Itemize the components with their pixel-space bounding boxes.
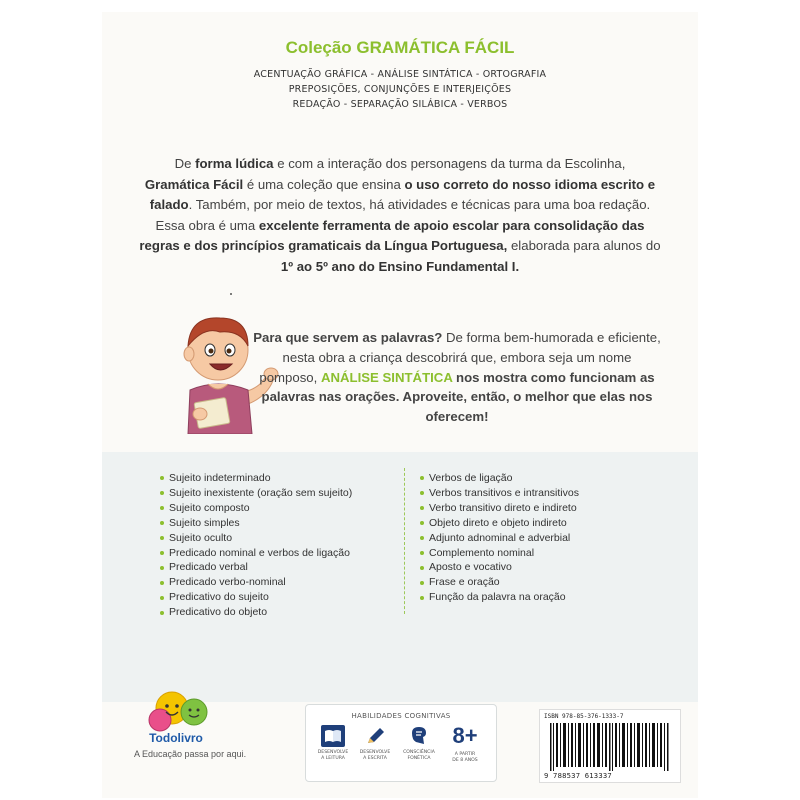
- topic-line: ACENTUAÇÃO GRÁFICA - ANÁLISE SINTÁTICA - ORTOGRAFIA: [253, 69, 547, 80]
- topic-line: PREPOSIÇÕES, CONJUNÇÕES E INTERJEIÇÕES: [288, 84, 512, 95]
- barcode-box: [539, 709, 681, 783]
- skill-reading: DESENVOLVE A LEITURA: [312, 725, 354, 761]
- list-item: Predicativo do objeto: [160, 605, 352, 620]
- bullet-icon: [160, 476, 164, 480]
- age-rating-value: 8+: [452, 723, 478, 748]
- bullet-icon: [160, 491, 164, 495]
- skill-writing: DESENVOLVE A ESCRITA: [354, 725, 396, 761]
- list-item: Sujeito indeterminado: [160, 471, 352, 486]
- bullet-icon: [420, 506, 424, 510]
- topic-line: REDAÇÃO - SEPARAÇÃO SILÁBICA - VERBOS: [292, 99, 508, 110]
- intro-paragraph: De forma lúdica e com a interação dos personagens da turma da Escolinha, Gramática Fácil é uma coleção que ensina o uso correto do nosso idioma escrito e falado. Também, por meio de textos, há atividades e técnicas para uma boa redação. Essa obra é uma excelente ferramenta de apoio escolar para consolidação das regras e dos princípios gramaticais da Língua Portuguesa, elaborada para alunos do 1º ao 5º ano do Ensino Fundamental I.: [139, 156, 661, 274]
- bullet-icon: [420, 566, 424, 570]
- list-item: Predicado verbal: [160, 560, 352, 575]
- bullet-icon: [420, 491, 424, 495]
- list-item: Predicado nominal e verbos de ligação: [160, 546, 352, 561]
- bullet-icon: [160, 566, 164, 570]
- list-item: Predicado verbo-nominal: [160, 575, 352, 590]
- contents-list-left: [160, 471, 352, 620]
- list-item: Função da palavra na oração: [420, 590, 579, 605]
- bullet-icon: [160, 596, 164, 600]
- barcode-icon: [550, 723, 670, 771]
- list-item: Sujeito simples: [160, 516, 352, 531]
- bullet-icon: [160, 536, 164, 540]
- bullet-icon: [420, 551, 424, 555]
- series-title: Coleção GRAMÁTICA FÁCIL: [285, 38, 515, 57]
- bullet-icon: [160, 551, 164, 555]
- isbn-text: ISBN 978-85-376-1333-7: [544, 713, 624, 720]
- publisher-slogan: A Educação passa por aqui.: [134, 749, 247, 759]
- list-item: Sujeito oculto: [160, 531, 352, 546]
- bullet-icon: [160, 611, 164, 615]
- bullet-icon: [160, 521, 164, 525]
- list-item: Sujeito inexistente (oração sem sujeito): [160, 486, 352, 501]
- publisher-name: Todolivro: [149, 731, 203, 745]
- list-item: Adjunto adnominal e adverbial: [420, 531, 579, 546]
- list-item: Frase e oração: [420, 575, 579, 590]
- contents-list-right: [420, 471, 579, 605]
- bullet-icon: [420, 536, 424, 540]
- list-item: Verbos de ligação: [420, 471, 579, 486]
- bullet-icon: [420, 521, 424, 525]
- cognitive-skills-box: [305, 704, 497, 782]
- bullet-icon: [420, 581, 424, 585]
- list-item: Verbos transitivos e intransitivos: [420, 486, 579, 501]
- phonetics-icon: [407, 725, 431, 747]
- column-divider: [404, 468, 405, 614]
- bullet-icon: [160, 581, 164, 585]
- list-item: Predicativo do sujeito: [160, 590, 352, 605]
- list-item: Sujeito composto: [160, 501, 352, 516]
- skills-title: HABILIDADES COGNITIVAS: [351, 712, 451, 720]
- book-back-cover: [102, 12, 698, 798]
- bullet-icon: [160, 506, 164, 510]
- list-item: Verbo transitivo direto e indireto: [420, 501, 579, 516]
- list-item: Aposto e vocativo: [420, 560, 579, 575]
- barcode-number: 9 788537 613337: [544, 771, 612, 780]
- list-item: Complemento nominal: [420, 546, 579, 561]
- pencil-icon: [363, 725, 387, 747]
- list-item: Objeto direto e objeto indireto: [420, 516, 579, 531]
- topics-list: [102, 67, 698, 112]
- open-book-icon: [321, 725, 345, 747]
- bullet-icon: [420, 476, 424, 480]
- todolivro-logo: [138, 684, 248, 754]
- skill-phonetics: CONSCIÊNCIA FONÉTICA: [398, 725, 440, 761]
- decorative-dot: [230, 293, 232, 295]
- bullet-icon: [420, 596, 424, 600]
- question-paragraph: Para que servem as palavras? De forma bem-humorada e eficiente, nesta obra a criança descobrirá que, embora seja um nome pomposo, ANÁLISE SINTÁTICA nos mostra como funcionam as palavras nas orações. Aproveite, então, o melhor que elas nos oferecem!: [253, 330, 661, 425]
- age-rating: 8+ A PARTIR DE 8 ANOS: [444, 723, 486, 763]
